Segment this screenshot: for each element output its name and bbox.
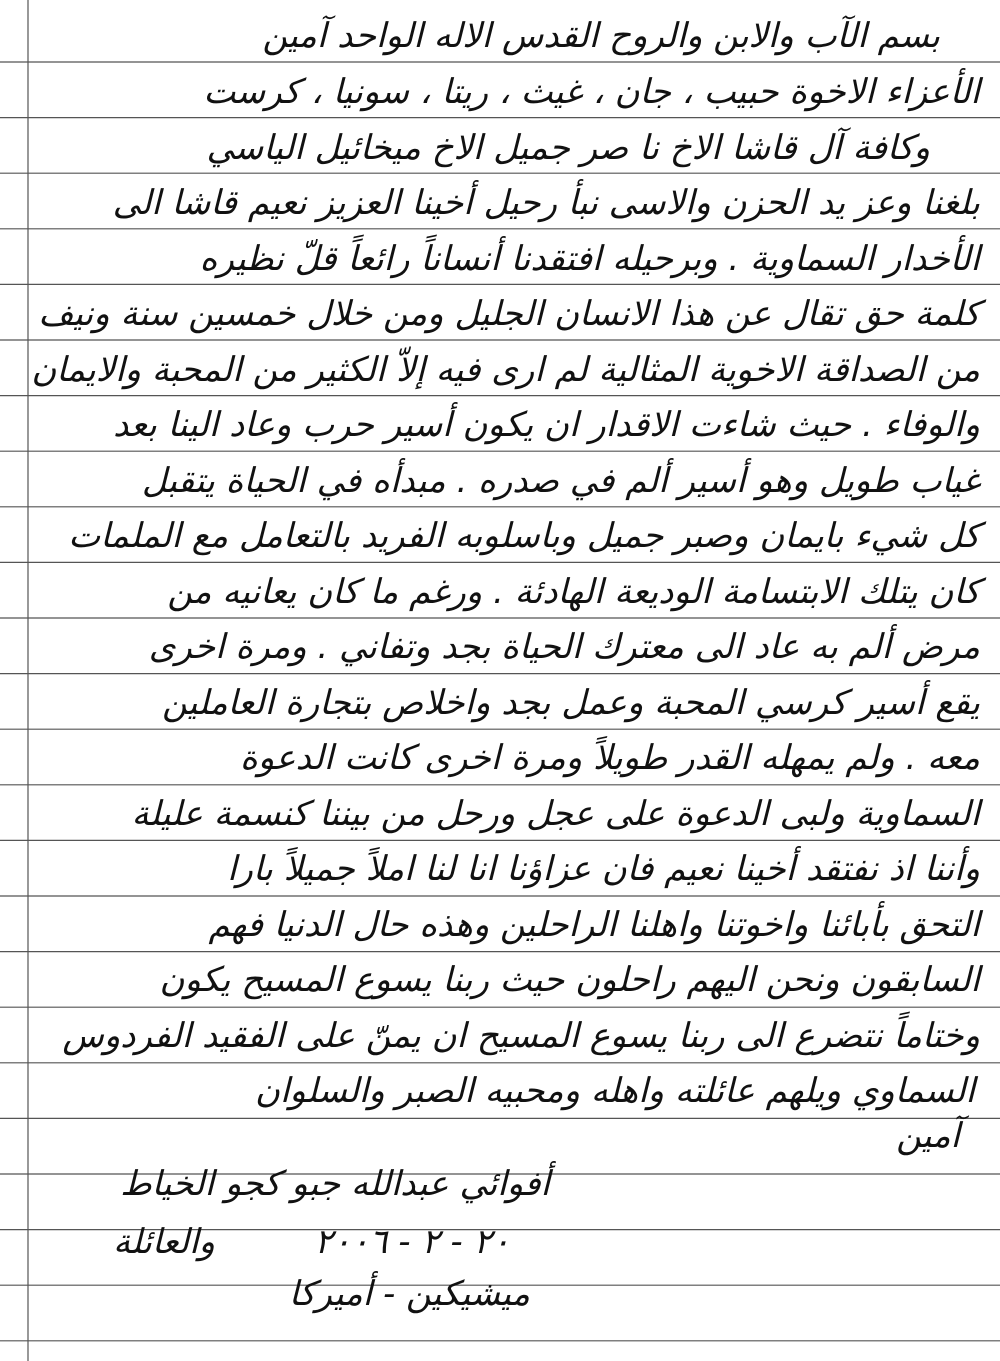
- letter-line: كلمة حق تقال عن هذا الانسان الجليل ومن خلال خمسين سنة ونيف: [38, 294, 980, 334]
- letter-line: معه . ولم يمهله القدر طويلاً ومرة اخرى كانت الدعوة: [240, 738, 980, 778]
- letter-line: مرض ألم به عاد الى معترك الحياة بجد وتفاني . ومرة اخرى: [148, 627, 980, 667]
- letter-line: وأننا اذ نفتقد أخينا نعيم فان عزاؤنا انا لنا املاً جميلاً بارا: [227, 849, 980, 889]
- letter-line: والوفاء . حيث شاءت الاقدار ان يكون أسير حرب وعاد الينا بعد: [113, 405, 980, 445]
- letter-line: وختاماً نتضرع الى ربنا يسوع المسيح ان يمنّ على الفقيد الفردوس: [62, 1016, 980, 1056]
- letter-line: آمين: [896, 1116, 960, 1156]
- letter-line: السابقون ونحن اليهم راحلون حيث ربنا يسوع المسيح يكون: [159, 960, 980, 1000]
- signature-place: ميشيكين - أميركا: [288, 1274, 530, 1314]
- letter-line: الأعزاء الاخوة حبيب ، جان ، غيث ، ريتا ، سونيا ، كرست: [203, 72, 980, 112]
- letter-line: من الصداقة الاخوية المثالية لم ارى فيه إلاّ الكثير من المحبة والايمان: [31, 350, 980, 390]
- letter-line: يقع أسير كرسي المحبة وعمل بجد واخلاص بتجارة العاملين: [162, 683, 980, 723]
- signature-name: أفوائي عبدالله جبو كجو الخياط: [120, 1164, 550, 1204]
- signature-date: ٢٠ - ٢ - ٢٠٠٦: [314, 1222, 510, 1262]
- letter-line: الأخدار السماوية . وبرحيله افتقدنا أنساناً رائعاً قلّ نظيره: [199, 239, 980, 279]
- letter-line: السماوي ويلهم عائلته واهله ومحبيه الصبر والسلوان: [254, 1071, 975, 1111]
- letter-line: بلغنا وعز يد الحزن والاسى نبأ رحيل أخينا العزيز نعيم قاشا الى: [112, 183, 980, 223]
- letter-line: السماوية ولبى الدعوة على عجل ورحل من بيننا كنسمة عليلة: [131, 794, 980, 834]
- letter-line: غياب طويل وهو أسير ألم في صدره . مبدأه في الحياة يتقبل: [141, 461, 980, 501]
- letter-line: التحق بأبائنا واخوتنا واهلنا الراحلين وهذه حال الدنيا فهم: [208, 905, 980, 945]
- letter-line: كل شيء بايمان وصبر جميل وباسلوبه الفريد بالتعامل مع الملمات: [68, 516, 980, 556]
- signature-family: والعائلة: [113, 1222, 215, 1262]
- letter-line: كان يتلك الابتسامة الوديعة الهادئة . ورغم ما كان يعانيه من: [167, 572, 980, 612]
- letter-line: وكافة آل قاشا الاخ نا صر جميل الاخ ميخائيل الياسي: [206, 128, 930, 168]
- letter-line: بسم الآب والابن والروح القدس الاله الواحد آمين: [262, 16, 940, 56]
